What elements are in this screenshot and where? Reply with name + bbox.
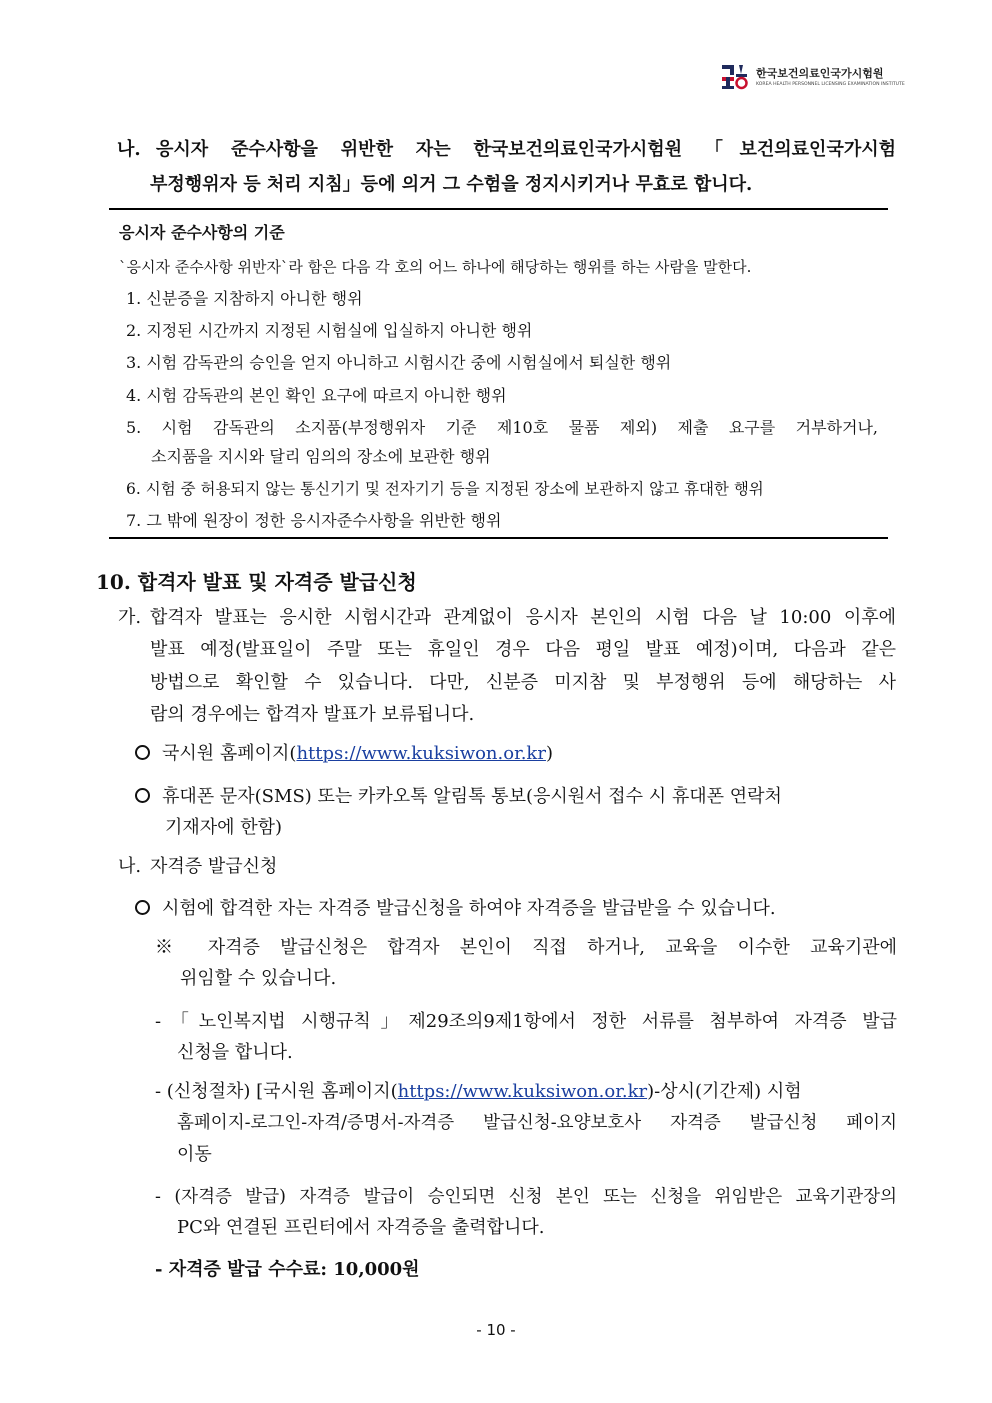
na-note-cont: 위임할 수 있습니다.: [180, 968, 337, 989]
na-bullet: [135, 897, 776, 921]
circle-bullet-icon: [135, 900, 150, 915]
bullet-text: ): [545, 743, 553, 764]
org-name-en: KOREA HEALTH PERSONNEL LICENSING EXAMINATION INSTITUTE: [756, 81, 905, 87]
ga-marker: 가.: [118, 607, 142, 628]
ga-bullet-sms: [135, 785, 897, 809]
na-dash-item: -「노인복지법 시행규칙」제29조의9제1항에서 정한 서류를 첨부하여 자격증 발급: [155, 1011, 897, 1032]
circle-bullet-icon: [135, 788, 150, 803]
ga-bullet-sms-cont: 기재자에 한함): [165, 817, 283, 838]
ga-line: 발표 예정(발표일이 주말 또는 휴일인 경우 다음 평일 발표 예정)이며, 다음과 같은: [150, 639, 896, 660]
standards-item: 1. 신분증을 지참하지 아니한 행위: [126, 289, 363, 308]
na-dash-item-cont: PC와 연결된 프린터에서 자격증을 출력합니다.: [177, 1217, 545, 1238]
box-bottom-rule: [109, 537, 888, 539]
standards-item: 6. 시험 중 허용되지 않는 통신기기 및 전자기기 등을 지정된 장소에 보관하지 않고 휴대한 행위: [126, 480, 764, 498]
na-dash-item-cont: 신청을 합니다.: [177, 1042, 293, 1063]
standards-item-cont: 소지품을 지시와 달리 임의의 장소에 보관한 행위: [151, 447, 491, 466]
section-title: 10. 합격자 발표 및 자격증 발급신청: [96, 570, 417, 594]
circle-bullet-icon: [135, 745, 150, 760]
org-logo-icon: [720, 62, 750, 92]
na-marker: 나.: [118, 856, 142, 877]
standards-item: 3. 시험 감독관의 승인을 얻지 아니하고 시험시간 중에 시험실에서 퇴실한 행위: [126, 353, 672, 372]
bullet-text: 시험에 합격한 자는 자격증 발급신청을 하여야 자격증을 발급받을 수 있습니다.: [162, 898, 776, 919]
notice-line-2: 부정행위자 등 처리 지침」등에 의거 그 수험을 정지시키거나 무효로 합니다.: [150, 174, 753, 195]
issue-fee: - 자격증 발급 수수료: 10,000원: [155, 1259, 420, 1280]
standards-item: 5. 시험 감독관의 소지품(부정행위자 기준 제10호 물품 제외) 제출 요구를 거부하거나,: [126, 418, 878, 437]
notice-marker: 나.: [117, 139, 141, 160]
na-dash-item: [155, 1080, 897, 1104]
bullet-text: 국시원 홈페이지(: [162, 743, 297, 764]
ga-line: 합격자 발표는 응시한 시험시간과 관계없이 응시자 본인의 시험 다음 날 10:00 이후에: [150, 607, 896, 628]
ga-line: 방법으로 확인할 수 있습니다. 다만, 신분증 미지참 및 부정행위 등에 해당하는 사: [150, 672, 896, 693]
na-dash-item-cont: 이동: [177, 1144, 212, 1165]
na-title: 자격증 발급신청: [150, 856, 278, 877]
standards-item: 4. 시험 감독관의 본인 확인 요구에 따르지 아니한 행위: [126, 386, 507, 405]
ga-line: 람의 경우에는 합격자 발표가 보류됩니다.: [150, 704, 475, 725]
org-logo: [720, 62, 905, 92]
na-dash-item: - (자격증 발급) 자격증 발급이 승인되면 신청 본인 또는 신청을 위임받은 교육기관장의: [155, 1187, 897, 1207]
standards-item: 2. 지정된 시간까지 지정된 시험실에 입실하지 아니한 행위: [126, 321, 533, 340]
standards-item: 7. 그 밖에 원장이 정한 응시자준수사항을 위반한 행위: [126, 511, 502, 530]
kuksiwon-link[interactable]: https://www.kuksiwon.or.kr: [397, 1081, 648, 1102]
kuksiwon-link[interactable]: https://www.kuksiwon.or.kr: [296, 743, 546, 764]
standards-intro: `응시자 준수사항 위반자`라 함은 다음 각 호의 어느 하나에 해당하는 행위를 하는 사람을 말한다.: [119, 258, 752, 276]
org-name: 한국보건의료인국가시험원: [756, 66, 884, 80]
bullet-text: 휴대폰 문자(SMS) 또는 카카오톡 알림톡 통보(응시원서 접수 시 휴대폰 연락처: [162, 786, 782, 807]
page-number: - 10 -: [476, 1321, 516, 1339]
dash-text: )-상시(기간제) 시험: [647, 1081, 802, 1102]
na-note: ※ 자격증 발급신청은 합격자 본인이 직접 하거나, 교육을 이수한 교육기관에: [155, 937, 897, 958]
notice-line-1: 응시자 준수사항을 위반한 자는 한국보건의료인국가시험원 「보건의료인국가시험: [156, 139, 896, 160]
standards-title: 응시자 준수사항의 기준: [119, 223, 285, 242]
na-dash-item-cont: 홈페이지-로그인-자격/증명서-자격증 발급신청-요양보호사 자격증 발급신청 페이지: [177, 1113, 897, 1133]
ga-bullet-homepage: [135, 742, 553, 766]
dash-text: - (신청절차) [국시원 홈페이지(: [155, 1081, 398, 1102]
box-top-rule: [109, 208, 888, 210]
